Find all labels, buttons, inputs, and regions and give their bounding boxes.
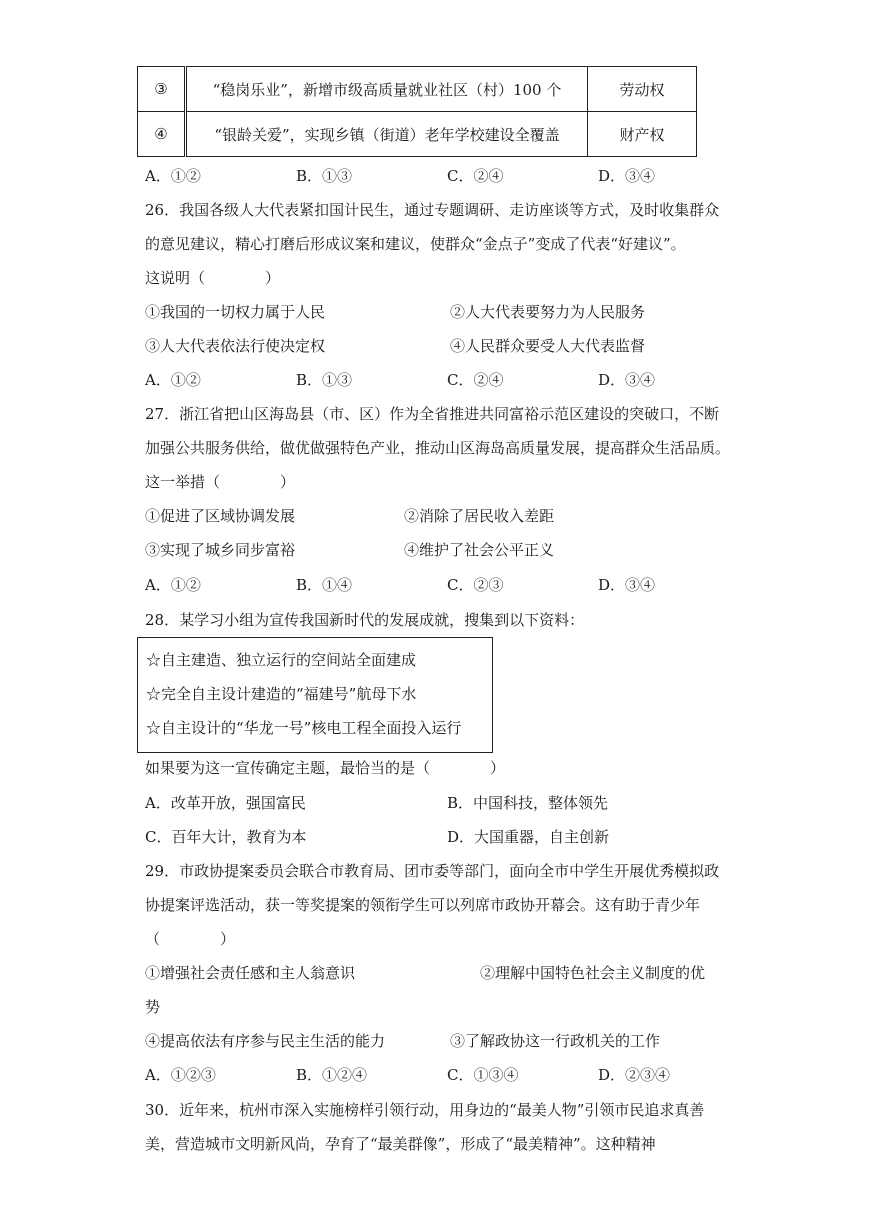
- table-cell-right: 劳动权: [588, 67, 697, 112]
- q27-stem-line-3: 这一举措（ ）: [145, 473, 296, 491]
- q25-option-c[interactable]: C．②④: [447, 167, 504, 185]
- q28-option-c[interactable]: C．百年大计，教育为本: [145, 828, 307, 846]
- q27-statement-4: ④维护了社会公平正义: [404, 541, 555, 559]
- q28-material-box: [137, 637, 493, 753]
- q26-statement-3: ③人大代表依法行使决定权: [145, 337, 326, 355]
- q28-stem: 28．某学习小组为宣传我国新时代的发展成就，搜集到以下资料：: [145, 611, 585, 629]
- q28-material-2: ☆完全自主设计建造的“福建号”航母下水: [146, 685, 417, 703]
- q26-stem-line-1: 26．我国各级人大代表紧扣国计民生，通过专题调研、走访座谈等方式，及时收集群众: [145, 201, 720, 219]
- q27-stem-line-1: 27．浙江省把山区海岛县（市、区）作为全省推进共同富裕示范区建设的突破口，不断: [145, 405, 720, 423]
- q29-stem-line-1: 29．市政协提案委员会联合市教育局、团市委等部门，面向全市中学生开展优秀模拟政: [145, 862, 720, 880]
- q25-option-a[interactable]: A．①②: [145, 167, 201, 185]
- table-row: [138, 67, 697, 112]
- q30-stem-line-1: 30．近年来，杭州市深入实施榜样引领行动，用身边的“最美人物”引领市民追求真善: [145, 1101, 705, 1119]
- q30-stem-line-2: 美，营造城市文明新风尚，孕育了“最美群像”，形成了“最美精神”。这种精神: [145, 1135, 656, 1153]
- q27-option-d[interactable]: D．③④: [598, 576, 656, 594]
- q26-stem-line-3: 这说明（ ）: [145, 269, 281, 287]
- q29-option-d[interactable]: D．②③④: [598, 1066, 671, 1084]
- q26-statement-4: ④人民群众要受人大代表监督: [450, 337, 646, 355]
- q27-option-b[interactable]: B．①④: [296, 576, 353, 594]
- table-row: [138, 112, 697, 157]
- q28-option-a[interactable]: A．改革开放，强国富民: [145, 794, 306, 812]
- q27-option-a[interactable]: A．①②: [145, 576, 201, 594]
- q28-question: 如果要为这一宣传确定主题，最恰当的是（ ）: [145, 759, 506, 777]
- q26-option-a[interactable]: A．①②: [145, 371, 201, 389]
- q29-option-c[interactable]: C．①③④: [447, 1066, 519, 1084]
- q27-statement-2: ②消除了居民收入差距: [404, 507, 555, 525]
- q27-statement-1: ①促进了区域协调发展: [145, 507, 296, 525]
- q26-option-c[interactable]: C．②④: [447, 371, 504, 389]
- q29-statement-4: ④提高依法有序参与民主生活的能力: [145, 1032, 386, 1050]
- q27-stem-line-2: 加强公共服务供给，做优做强特色产业，推动山区海岛高质量发展，提高群众生活品质。: [145, 439, 731, 457]
- q27-statement-3: ③实现了城乡同步富裕: [145, 541, 296, 559]
- q29-option-b[interactable]: B．①②④: [296, 1066, 368, 1084]
- q29-statement-2-cont: 势: [145, 998, 161, 1016]
- q27-option-c[interactable]: C．②③: [447, 576, 504, 594]
- q29-statement-3: ③了解政协这一行政机关的工作: [450, 1032, 661, 1050]
- q29-stem-line-2: 协提案评选活动，获一等奖提案的领衔学生可以列席市政协开幕会。这有助于青少年: [145, 896, 701, 914]
- table-cell-right: 财产权: [588, 112, 697, 157]
- table-cell-content: “稳岗乐业”，新增市级高质量就业社区（村）100 个: [186, 67, 588, 112]
- q26-option-d[interactable]: D．③④: [598, 371, 656, 389]
- q26-stem-line-2: 的意见建议，精心打磨后形成议案和建议，使群众“金点子”变成了代表“好建议”。: [145, 235, 686, 253]
- q28-material-1: ☆自主建造、独立运行的空间站全面建成: [146, 651, 417, 669]
- q26-statement-2: ②人大代表要努力为人民服务: [450, 303, 646, 321]
- q28-option-b[interactable]: B．中国科技，整体领先: [447, 794, 609, 812]
- q28-option-d[interactable]: D．大国重器，自主创新: [447, 828, 610, 846]
- q29-statement-1: ①增强社会责任感和主人翁意识: [145, 964, 356, 982]
- table-cell-num: ④: [138, 112, 186, 157]
- q26-statement-1: ①我国的一切权力属于人民: [145, 303, 326, 321]
- q28-material-3: ☆自主设计的“华龙一号”核电工程全面投入运行: [146, 719, 462, 737]
- q29-stem-line-3: （ ）: [145, 930, 236, 948]
- table-cell-num: ③: [138, 67, 186, 112]
- q25-option-b[interactable]: B．①③: [296, 167, 353, 185]
- q25-option-d[interactable]: D．③④: [598, 167, 656, 185]
- q29-option-a[interactable]: A．①②③: [145, 1066, 216, 1084]
- q29-statement-2: ②理解中国特色社会主义制度的优: [480, 964, 706, 982]
- table-cell-content: “银龄关爱”，实现乡镇（街道）老年学校建设全覆盖: [186, 112, 588, 157]
- q25-table: [137, 66, 697, 157]
- q26-option-b[interactable]: B．①③: [296, 371, 353, 389]
